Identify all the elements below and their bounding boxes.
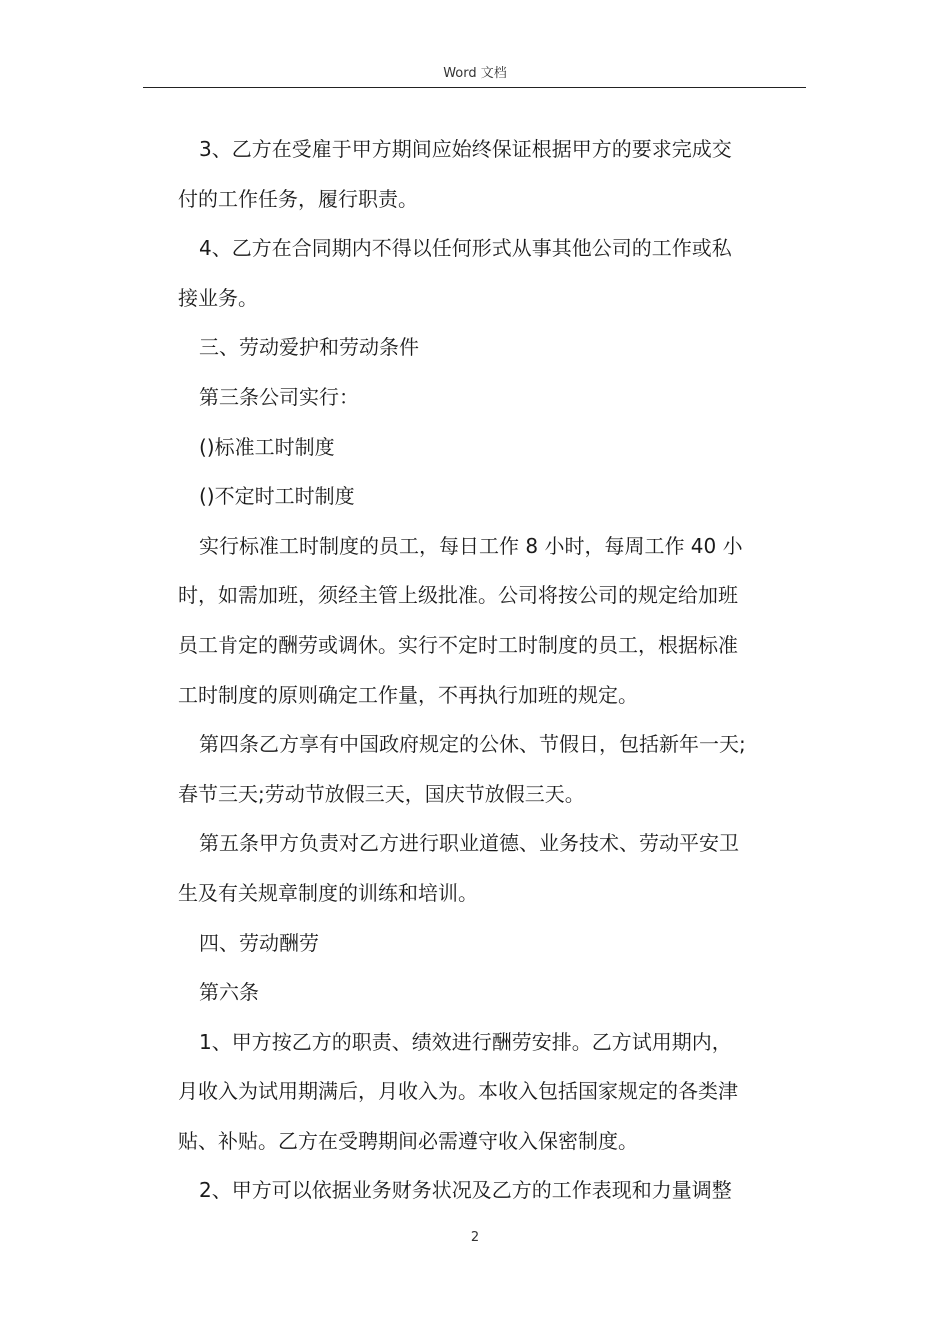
text-line: 1、甲方按乙方的职责、绩效进行酬劳安排。乙方试用期内， bbox=[199, 1029, 732, 1054]
text-line: 第四条乙方享有中国政府规定的公休、节假日，包括新年一天; bbox=[199, 732, 746, 757]
text-line: 第六条 bbox=[199, 980, 259, 1005]
text-line: 2、甲方可以依据业务财务状况及乙方的工作表现和力量调整 bbox=[199, 1178, 732, 1203]
text-line: 工时制度的原则确定工作量，不再执行加班的规定。 bbox=[178, 682, 638, 707]
text-line: 贴、补贴。乙方在受聘期间必需遵守收入保密制度。 bbox=[178, 1128, 638, 1153]
header-divider bbox=[143, 87, 806, 88]
text-line: 四、劳动酬劳 bbox=[199, 930, 319, 955]
text-line: 4、乙方在合同期内不得以任何形式从事其他公司的工作或私 bbox=[199, 236, 732, 261]
text-line: ()标准工时制度 bbox=[199, 434, 335, 459]
text-line: 付的工作任务，履行职责。 bbox=[178, 186, 418, 211]
page-header: Word 文档 bbox=[443, 66, 507, 81]
text-line: 实行标准工时制度的员工，每日工作 8 小时，每周工作 40 小 bbox=[199, 533, 743, 558]
text-line: 三、劳动爱护和劳动条件 bbox=[199, 335, 419, 360]
text-line: 第三条公司实行： bbox=[199, 384, 359, 409]
text-line: 3、乙方在受雇于甲方期间应始终保证根据甲方的要求完成交 bbox=[199, 137, 732, 161]
text-line: ()不定时工时制度 bbox=[199, 484, 355, 509]
text-line: 第五条甲方负责对乙方进行职业道德、业务技术、劳动平安卫 bbox=[199, 831, 739, 856]
document-body bbox=[178, 125, 808, 1216]
text-line: 月收入为试用期满后，月收入为。本收入包括国家规定的各类津 bbox=[178, 1079, 738, 1104]
text-line: 员工肯定的酬劳或调休。实行不定时工时制度的员工，根据标准 bbox=[178, 632, 738, 657]
text-line: 时，如需加班，须经主管上级批准。公司将按公司的规定给加班 bbox=[178, 583, 738, 608]
page-number: 2 bbox=[470, 1230, 480, 1245]
text-line: 生及有关规章制度的训练和培训。 bbox=[178, 880, 478, 905]
text-line: 接业务。 bbox=[178, 285, 258, 310]
text-line: 春节三天;劳动节放假三天，国庆节放假三天。 bbox=[178, 781, 585, 806]
